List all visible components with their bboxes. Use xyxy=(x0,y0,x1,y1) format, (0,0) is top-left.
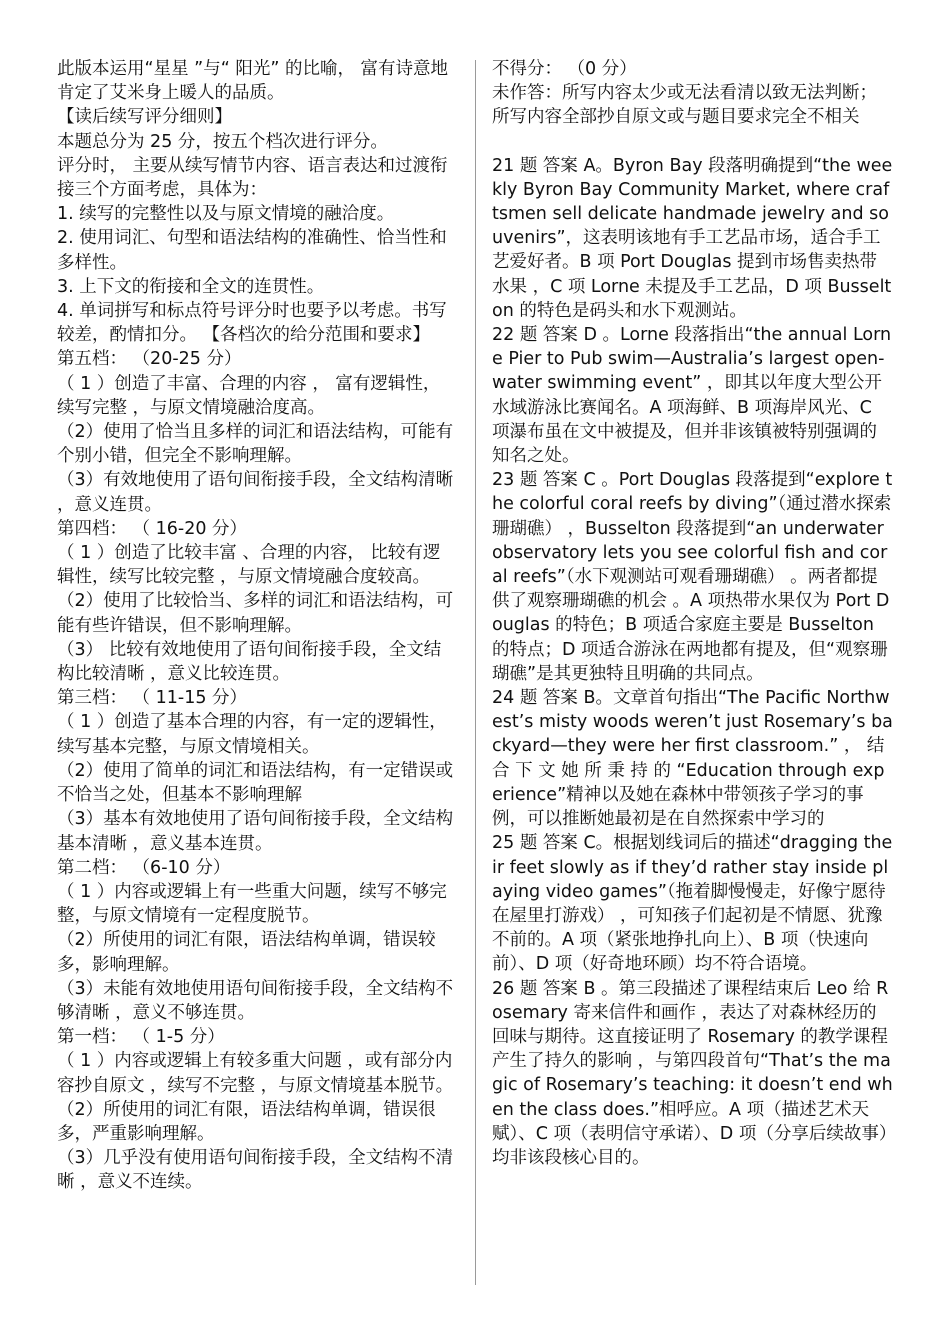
grade-heading: 第四档： （ 16-20 分） xyxy=(57,518,248,539)
answer-explanation: 23 题 答案 C 。Port Douglas 段落提到“explore the colorful coral reefs by diving”（通过潜水探索珊瑚礁） ，Busselton 段落提到“an underwater observatory lets you see colorful fish and coral reefs”（水下观测站可观看珊瑚礁） 。两者都提供了观察珊瑚礁的机会 。A 项热带水果仅为 Port Douglas 的特色；B 项适合家庭主要是 Busselton 的特点；D 项适合游泳在两地都有提及，但“观察珊瑚礁”是其更独特且明确的共同点。 xyxy=(492,470,893,684)
grade-item: （2）使用了简单的词汇和语法结构，有一定错误或不恰当之处，但基本不影响理解 xyxy=(57,760,454,806)
grade-item: （3）未能有效地使用语句间衔接手段，全文结构不够清晰 ，意义不够连贯。 xyxy=(57,978,454,1023)
grade-item: （3）基本有效地使用了语句间衔接手段，全文结构基本清晰 ，意义基本连贯。 xyxy=(57,809,454,854)
answer-explanation: 25 题 答案 C。根据划线词后的描述“dragging their feet slowly as if they’d rather stay inside playing video games”（拖着脚慢慢走，好像宁愿待在屋里打游戏） ，可知孩子们起初是不情愿、犹豫不前的。A 项（紧张地挣扎向上）、B 项（快速向前）、D 项（好奇地环顾）均不符合语境。 xyxy=(492,833,893,975)
spacer xyxy=(492,130,894,154)
grade-heading: 不得分： （0 分） xyxy=(492,59,637,79)
answer-explanation: 21 题 答案 A。Byron Bay 段落明确提到“the weekly Byron Bay Community Market, where craftsmen sell delicate handmade jewelry and souvenirs”，这表明该地有手工艺品市场，适合手工艺爱好者。B 项 Port Douglas 提到市场售卖热带水果 ，C 项 Lorne 未提及手工艺品，D 项 Busselton 的特色是码头和水下观测站。 xyxy=(492,155,893,321)
paragraph: 此版本运用“星星 ”与“ 阳光” 的比喻， 富有诗意地肯定了艾米身上暖人的品质。 xyxy=(57,59,449,104)
grade-item: （2）使用了比较恰当、多样的词汇和语法结构，可能有些许错误，但不影响理解。 xyxy=(57,591,454,636)
grade-heading: 第一档： （ 1-5 分） xyxy=(57,1027,225,1048)
criteria-item: 1. 续写的完整性以及与原文情境的融洽度。 xyxy=(57,204,395,225)
answer-explanation: 26 题 答案 B 。第三段描述了课程结束后 Leo 给 Rosemary 寄来信件和画作 ，表达了对森林经历的回味与期待。这直接证明了 Rosemary 的教学课程产生了持久的影响 ，与第四段首句“That’s the magic of Rosemary’s teaching: it doesn’t end when the class does.”相呼应。A 项（描述艺术天赋）、C 项（表明信守承诺）、D 项（分享后续故事）均非该段核心目的。 xyxy=(492,978,893,1168)
grade-item: （ 1 ）内容或逻辑上有一些重大问题，续写不够完整，与原文情境有一定程度脱节。 xyxy=(57,881,447,927)
answer-explanation: 22 题 答案 D 。Lorne 段落指出“the annual Lorne Pier to Pub swim—Australia’s largest open-water swimming event” ，即其以年度大型公开水域游泳比赛闻名。A 项海鲜、B 项海岸风光、C 项瀑布虽在文中被提及，但并非该镇被特别强调的知名之处。 xyxy=(492,325,892,467)
grade-item: （2）所使用的词汇有限，语法结构单调，错误较多，影响理解。 xyxy=(57,930,436,975)
grade-item: （ 1 ）内容或逻辑上有较多重大问题 ，或有部分内容抄自原文 ，续写不完整 ，与原文情境基本脱节。 xyxy=(57,1051,454,1096)
grade-item: （2）使用了恰当且多样的词汇和语法结构，可能有个别小错，但完全不影响理解。 xyxy=(57,422,454,467)
left-column xyxy=(57,57,457,1195)
paragraph: 本题总分为 25 分，按五个档次进行评分。 xyxy=(57,131,388,152)
criteria-item: 4. 单词拼写和标点符号评分时也要予以考虑。书写较差，酌情扣分。 【各档次的给分范围和要求】 xyxy=(57,301,447,346)
criteria-item: 3. 上下文的衔接和全文的连贯性。 xyxy=(57,276,325,297)
grade-item: （ 1 ）创造了基本合理的内容，有一定的逻辑性，续写基本完整，与原文情境相关。 xyxy=(57,712,447,757)
criteria-item: 2. 使用词汇、句型和语法结构的准确性、恰当性和多样性。 xyxy=(57,228,447,273)
column-divider xyxy=(475,60,476,1285)
grade-item: （3）几乎没有使用语句间衔接手段，全文结构不清晰 ，意义不连续。 xyxy=(57,1148,454,1193)
grade-heading: 第五档： （20-25 分） xyxy=(57,349,242,370)
grade-heading: 第三档： （ 11-15 分） xyxy=(57,688,248,709)
grade-item: （3） 比较有效地使用了语句间衔接手段，全文结构比较清晰 ，意义比较连贯。 xyxy=(57,639,442,685)
grade-item: （ 1 ）创造了丰富、合理的内容 ， 富有逻辑性，续写完整 ，与原文情境融洽度高。 xyxy=(57,373,441,418)
grade-item: （ 1 ）创造了比较丰富 、合理的内容， 比较有逻辑性，续写比较完整 ，与原文情境融合度较高。 xyxy=(57,543,441,588)
paragraph: 评分时， 主要从续写情节内容、语言表达和过渡衔接三个方面考虑，具体为： xyxy=(57,155,448,201)
grade-item: 未作答：所写内容太少或无法看清以致无法判断；所写内容全部抄自原文或与题目要求完全不相关 xyxy=(492,83,877,128)
grade-item: （2）所使用的词汇有限，语法结构单调，错误很多，严重影响理解。 xyxy=(57,1099,436,1144)
grade-heading: 第二档： （6-10 分） xyxy=(57,857,231,878)
section-heading: 【读后续写评分细则】 xyxy=(57,107,232,128)
grade-item: （3）有效地使用了语句间衔接手段，全文结构清晰 ，意义连贯。 xyxy=(57,470,454,515)
right-column xyxy=(492,57,894,1170)
answer-explanation: 24 题 答案 B。文章首句指出“The Pacific Northwest’s misty woods weren’t just Rosemary’s backyard—they were her first classroom.” ， 结 合 下 文 她 所 秉 持 的 “Education through experience”精神以及她在森林中带领孩子学习的事例，可以推断她最初是在自然探索中学习的 xyxy=(492,688,893,830)
